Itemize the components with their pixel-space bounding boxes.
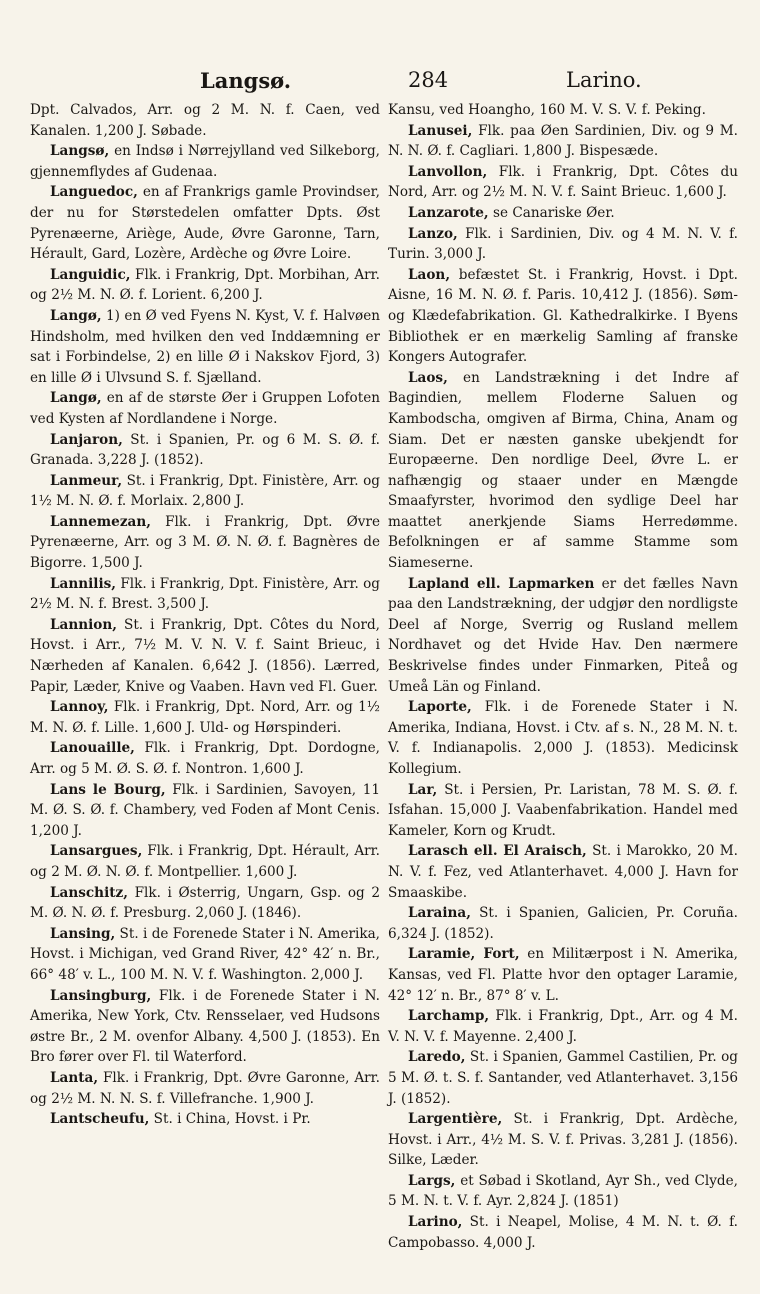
dictionary-entry (388, 100, 738, 121)
entry-text: et Søbad i Skotland, Ayr Sh., ved Clyde, 5 M. N. t. V. f. Ayr. 2,824 J. (1851) (388, 1172, 738, 1210)
entry-headword: Lannemezan, (50, 513, 151, 530)
entry-text: St. i de Forenede Stater i N. Amerika, Hovst. i Michigan, ved Grand River, 42° 42′ n. Br., 66° 48′ v. L., 100 M. N. V. f. Washington. 2,000 J. (30, 925, 380, 983)
dictionary-entry (30, 841, 380, 882)
dictionary-entry (30, 615, 380, 697)
entry-headword: Lanzarote, (408, 204, 489, 221)
dictionary-entry (388, 1212, 738, 1253)
entry-headword: Lanta, (50, 1069, 99, 1086)
entry-headword: Lanusei, (408, 122, 473, 139)
entry-text: befæstet St. i Frankrig, Hovst. i Dpt. Aisne, 16 M. N. Ø. f. Paris. 10,412 J. (1856). Søm- og Klædefabrikation. Gl. Kathedralkirke. I Byens Bibliothek er en mærkelig Samling af franske Kongers Autografer. (388, 266, 738, 366)
entry-text: en Militærpost i N. Amerika, Kansas, ved Fl. Platte hvor den optager Laramie, 42° 12′ n. Br., 87° 8′ v. L. (388, 946, 738, 1004)
entry-text: Flk. i Frankrig, Dpt. Nord, Arr. og 1½ M. N. Ø. f. Lille. 1,600 J. Uld- og Hørspinderi. (30, 699, 380, 736)
dictionary-entry (30, 924, 380, 986)
entry-text: Flk. i Frankrig, Dpt. Morbihan, Arr. og 2½ M. N. Ø. f. Lorient. 6,200 J. (30, 266, 380, 304)
running-header (30, 60, 738, 100)
entry-headword: Langsø, (50, 143, 110, 160)
entry-text: 1) en Ø ved Fyens N. Kyst, V. f. Halvøen Hindsholm, med hvilken den ved Inddæmning er sat i Forbindelse, 2) en lille Ø i Nakskov Fjord, 3) en lille Ø i Ulvsund S. f. Sjælland. (30, 307, 380, 386)
entry-text: Flk. i Østerrig, Ungarn, Gsp. og 2 M. Ø. N. Ø. f. Presburg. 2,060 J. (1846). (30, 884, 380, 922)
dictionary-entry (30, 100, 380, 141)
entry-text: se Canariske Øer. (488, 204, 615, 221)
dictionary-entry (388, 162, 738, 203)
entry-text: Flk. paa Øen Sardinien, Div. og 9 M. N. N. Ø. f. Cagliari. 1,800 J. Bispesæde. (388, 122, 738, 160)
dictionary-entry (30, 697, 380, 738)
dictionary-entry (388, 903, 738, 944)
entry-headword: Lanvollon, (408, 163, 488, 180)
entry-headword: Lansargues, (50, 843, 143, 860)
entry-headword: Lanmeur, (50, 472, 123, 489)
entry-text: er det fælles Navn paa den Landstrækning, der udgjør den nordligste Deel af Norge, Sverrig og Rusland mellem Nordhavet og det Hvide Hav. Den nærmere Beskrivelse findes under Finmarken, Piteå og Umeå Län og Finland. (388, 575, 738, 695)
entry-headword: Larasch ell. El Araisch, (408, 843, 587, 860)
entry-text: Flk. i Frankrig, Dpt. Øvre Garonne, Arr. og 2½ M. N. N. S. f. Villefranche. 1,900 J. (30, 1069, 380, 1107)
dictionary-entry (30, 430, 380, 471)
dictionary-entry (388, 368, 738, 574)
entry-headword: Lanjaron, (50, 431, 123, 448)
entry-text: Flk. i de Forenede Stater i N. Amerika, New York, Ctv. Rensselaer, ved Hudsons østre Br., 2 M. ovenfor Albany. 4,500 J. (1853). En Bro fører over Fl. til Waterford. (30, 987, 380, 1066)
entry-headword: Lanzo, (408, 225, 458, 242)
dictionary-entry (30, 182, 380, 264)
dictionary-entry (30, 471, 380, 512)
entry-headword: Lar, (408, 781, 438, 798)
entry-text: St. i Frankrig, Dpt. Finistère, Arr. og 1½ M. N. Ø. f. Morlaix. 2,800 J. (30, 472, 380, 510)
header-right-guide-word: Larino. (566, 68, 642, 92)
entry-headword: Largentière, (408, 1111, 503, 1128)
page-number: 284 (408, 68, 449, 92)
entry-text: Flk. i Frankrig, Dpt. Hérault, Arr. og 2 M. Ø. N. Ø. f. Montpellier. 1,600 J. (30, 843, 380, 880)
entry-headword: Laredo, (408, 1049, 466, 1066)
dictionary-entry (388, 574, 738, 698)
entry-text: St. i Persien, Pr. Laristan, 78 M. S. Ø. f. Isfahan. 15,000 J. Vaabenfabrikation. Handel med Kameler, Korn og Krudt. (388, 781, 738, 839)
entry-text: Flk. i Frankrig, Dpt., Arr. og 4 M. V. N. V. f. Mayenne. 2,400 J. (388, 1008, 738, 1045)
dictionary-entry (30, 388, 380, 429)
entry-headword: Laos, (408, 369, 448, 386)
entry-text: en Indsø i Nørrejylland ved Silkeborg, gjennemflydes af Gudenaa. (30, 143, 380, 180)
dictionary-entry (30, 141, 380, 182)
dictionary-entry (388, 1171, 738, 1212)
dictionary-entry (30, 574, 380, 615)
dictionary-entry (30, 883, 380, 924)
entry-headword: Lantscheufu, (50, 1111, 150, 1128)
entry-headword: Lansingburg, (50, 987, 152, 1004)
entry-headword: Laramie, Fort, (408, 946, 520, 963)
entry-headword: Lannoy, (50, 699, 109, 716)
entry-headword: Larino, (408, 1214, 463, 1231)
dictionary-entry (388, 203, 738, 224)
entry-headword: Languedoc, (50, 184, 138, 201)
entry-text: en af de største Øer i Gruppen Lofoten ved Kysten af Nordlandene i Norge. (30, 390, 380, 427)
dictionary-entry (30, 265, 380, 306)
dictionary-entry (388, 121, 738, 162)
entry-text: en af Frankrigs gamle Provindser, der nu for Størstedelen omfatter Dpts. Øst Pyrenæerne, Ariège, Aude, Øvre Garonne, Tarn, Hérault, Gard, Lozère, Ardèche og Øvre Loire. (30, 184, 380, 263)
dictionary-entry (388, 265, 738, 368)
dictionary-entry (30, 1109, 380, 1130)
header-left-guide-word: Langsø. (200, 68, 292, 93)
dictionary-entry (30, 780, 380, 842)
dictionary-entry (388, 1006, 738, 1047)
entry-text: St. i Neapel, Molise, 4 M. N. t. Ø. f. Campobasso. 4,000 J. (388, 1214, 738, 1251)
entry-headword: Langø, (50, 307, 102, 324)
entry-text: St. i Spanien, Pr. og 6 M. S. Ø. f. Granada. 3,228 J. (1852). (30, 431, 380, 469)
entry-headword: Lans le Bourg, (50, 781, 166, 798)
dictionary-entry (388, 841, 738, 903)
dictionary-entry (30, 1068, 380, 1109)
entry-headword: Lapland ell. Lapmarken (408, 575, 595, 592)
entry-headword: Lannilis, (50, 575, 117, 592)
dictionary-entry (388, 697, 738, 779)
entry-headword: Laon, (408, 266, 451, 283)
entry-text: Kansu, ved Hoangho, 160 M. V. S. V. f. Peking. (388, 102, 706, 118)
entry-headword: Largs, (408, 1172, 456, 1189)
entry-headword: Lanschitz, (50, 884, 128, 901)
dictionary-entry (388, 1109, 738, 1171)
dictionary-entry (30, 512, 380, 574)
entry-headword: Lanouaille, (50, 740, 135, 757)
dictionary-entry (30, 986, 380, 1068)
entry-text: Flk. i Frankrig, Dpt. Finistère, Arr. og 2½ M. N. f. Brest. 3,500 J. (30, 575, 380, 613)
entry-text: St. i Spanien, Gammel Castilien, Pr. og 5 M. Ø. t. S. f. Santander, ved Atlanterhavet. 3,156 J. (1852). (388, 1049, 738, 1107)
entry-text: St. i China, Hovst. i Pr. (149, 1111, 311, 1128)
entry-text: St. i Frankrig, Dpt. Ardèche, Hovst. i Arr., 4½ M. S. V. f. Privas. 3,281 J. (1856). Silke, Læder. (388, 1111, 738, 1169)
entry-headword: Laporte, (408, 699, 472, 716)
entry-text: Flk. i Frankrig, Dpt. Øvre Pyrenæerne, Arr. og 3 M. Ø. N. Ø. f. Bagnères de Bigorre. 1,500 J. (30, 513, 380, 572)
entry-text: Flk. i de Forenede Stater i N. Amerika, Indiana, Hovst. i Ctv. af s. N., 28 M. N. t. V. f. Indianapolis. 2,000 J. (1853). Medicinsk Kollegium. (388, 699, 738, 777)
entry-text: Flk. i Sardinien, Savoyen, 11 M. Ø. S. Ø. f. Chambery, ved Foden af Mont Cenis. 1,200 J. (30, 781, 380, 839)
dictionary-entry (388, 1047, 738, 1109)
dictionary-entry (388, 224, 738, 265)
entry-text: Flk. i Frankrig, Dpt. Côtes du Nord, Arr. og 2½ M. N. V. f. Saint Brieuc. 1,600 J. (388, 163, 738, 201)
entry-text: en Landstrækning i det Indre af Bagindien, mellem Floderne Saluen og Kambodscha, omgiven af Birma, China, Anam og Siam. Det er næsten ganske ubekjendt for Europæerne. Den nordlige Deel, Øvre L. er nafhængig og staaer under en Mængde Smaafyrster, hvorimod den sydlige Deel har maattet anerkjende Siams Herredømme. Befolkningen er af samme Stamme som Siameserne. (388, 369, 738, 572)
right-column (388, 100, 738, 1253)
dictionary-entry (30, 738, 380, 779)
left-column (30, 100, 380, 1253)
entry-text: St. i Spanien, Galicien, Pr. Coruña. 6,324 J. (1852). (388, 905, 738, 942)
dictionary-entry (388, 944, 738, 1006)
entry-headword: Laraina, (408, 905, 471, 922)
entry-headword: Languidic, (50, 266, 131, 283)
entry-text: Flk. i Sardinien, Div. og 4 M. N. V. f. Turin. 3,000 J. (388, 225, 738, 263)
entry-text: St. i Frankrig, Dpt. Côtes du Nord, Hovst. i Arr., 7½ M. V. N. V. f. Saint Brieuc, i Nærheden af Kanalen. 6,642 J. (1856). Lærred, Papir, Læder, Knive og Vaaben. Havn ved Fl. Guer. (30, 616, 380, 695)
entry-text: St. i Marokko, 20 M. N. V. f. Fez, ved Atlanterhavet. 4,000 J. Havn for Smaaskibe. (388, 843, 738, 901)
entry-columns (30, 100, 738, 1253)
entry-headword: Lansing, (50, 925, 116, 942)
entry-text: Flk. i Frankrig, Dpt. Dordogne, Arr. og 5 M. Ø. S. Ø. f. Nontron. 1,600 J. (30, 740, 380, 777)
entry-headword: Lannion, (50, 616, 117, 633)
entry-headword: Langø, (50, 390, 102, 407)
entry-headword: Larchamp, (408, 1008, 490, 1025)
dictionary-entry (388, 780, 738, 842)
dictionary-entry (30, 306, 380, 388)
entry-text: Dpt. Calvados, Arr. og 2 M. N. f. Caen, ved Kanalen. 1,200 J. Søbade. (30, 102, 380, 139)
